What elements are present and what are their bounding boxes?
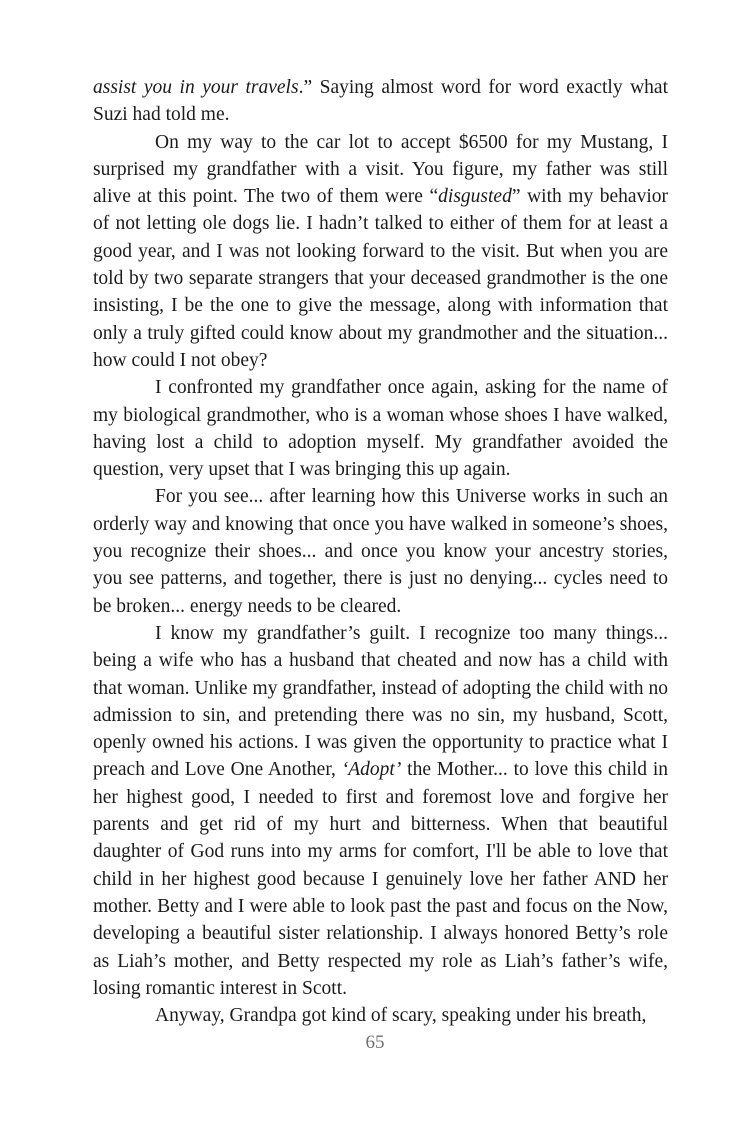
text-run: For you see... after learning how this Universe works in such an orderly way and knowing that once you have walked in someone’s shoes, you recognize their shoes... and once you know your ancestry stories, you see patterns, and together, there is just no denying... cycles need to be broken... energy needs to be cleared. bbox=[93, 486, 668, 617]
page-footer bbox=[0, 1031, 750, 1055]
emphasis-text-run: disgusted bbox=[438, 186, 512, 208]
paragraph bbox=[93, 374, 668, 483]
paragraph bbox=[93, 620, 668, 1002]
paragraph bbox=[93, 129, 668, 375]
emphasis-text-run: assist you in your travels bbox=[93, 77, 299, 98]
paragraph bbox=[93, 74, 668, 129]
text-run: the Mother... to love this child in her highest good, I needed to first and foremost love and forgive her parents and get rid of my hurt and bitterness. When that beautiful daughter of God runs into my arms for comfort, I'll be able to love that child in her highest good because I genuinely love her father AND her mother. Betty and I were able to look past the past and focus on the Now, developing a beautiful sister relationship. I always honored Betty’s role as Liah’s mother, and Betty respected my role as Liah’s father’s wife, losing romantic interest in Scott. bbox=[93, 759, 668, 999]
text-run: ” with my behavior of not letting ole dogs lie. I hadn’t talked to either of them for at least a good year, and I was not looking forward to the visit. But when you are told by two separate strangers that your deceased grandmother is the one insisting, I be the one to give the message, along with information that only a truly gifted could know about my grandmother and the situation... how could I not obey? bbox=[93, 186, 668, 371]
text-run: Anyway, Grandpa got kind of scary, speaking under his breath, bbox=[155, 1005, 647, 1027]
text-run: On my way to the car lot to accept $6500 for my Mustang, I surprised my grandfather with a visit. You figure, my father was still alive at this point. The two of them were “ bbox=[93, 131, 668, 208]
text-run: .” Saying almost word for word exactly what Suzi had told me. bbox=[93, 77, 668, 126]
text-run: I know my grandfather’s guilt. I recognize too many things... being a wife who has a husband that cheated and now has a child with that woman. Unlike my grandfather, instead of adopting the child with no admission to sin, and pretending there was no sin, my husband, Scott, openly owned his actions. I was given the opportunity to practice what I preach and Love One Another, bbox=[93, 622, 668, 781]
page-number: 65 bbox=[365, 1032, 385, 1053]
body-text bbox=[93, 74, 668, 1029]
text-run: I confronted my grandfather once again, asking for the name of my biological grandmother, who is a woman whose shoes I have walked, having lost a child to adoption myself. My grandfather avoided the question, very upset that I was bringing this up again. bbox=[93, 377, 668, 481]
paragraph bbox=[93, 1002, 668, 1029]
emphasis-text-run: ‘Adopt’ bbox=[341, 759, 402, 781]
paragraph bbox=[93, 483, 668, 619]
